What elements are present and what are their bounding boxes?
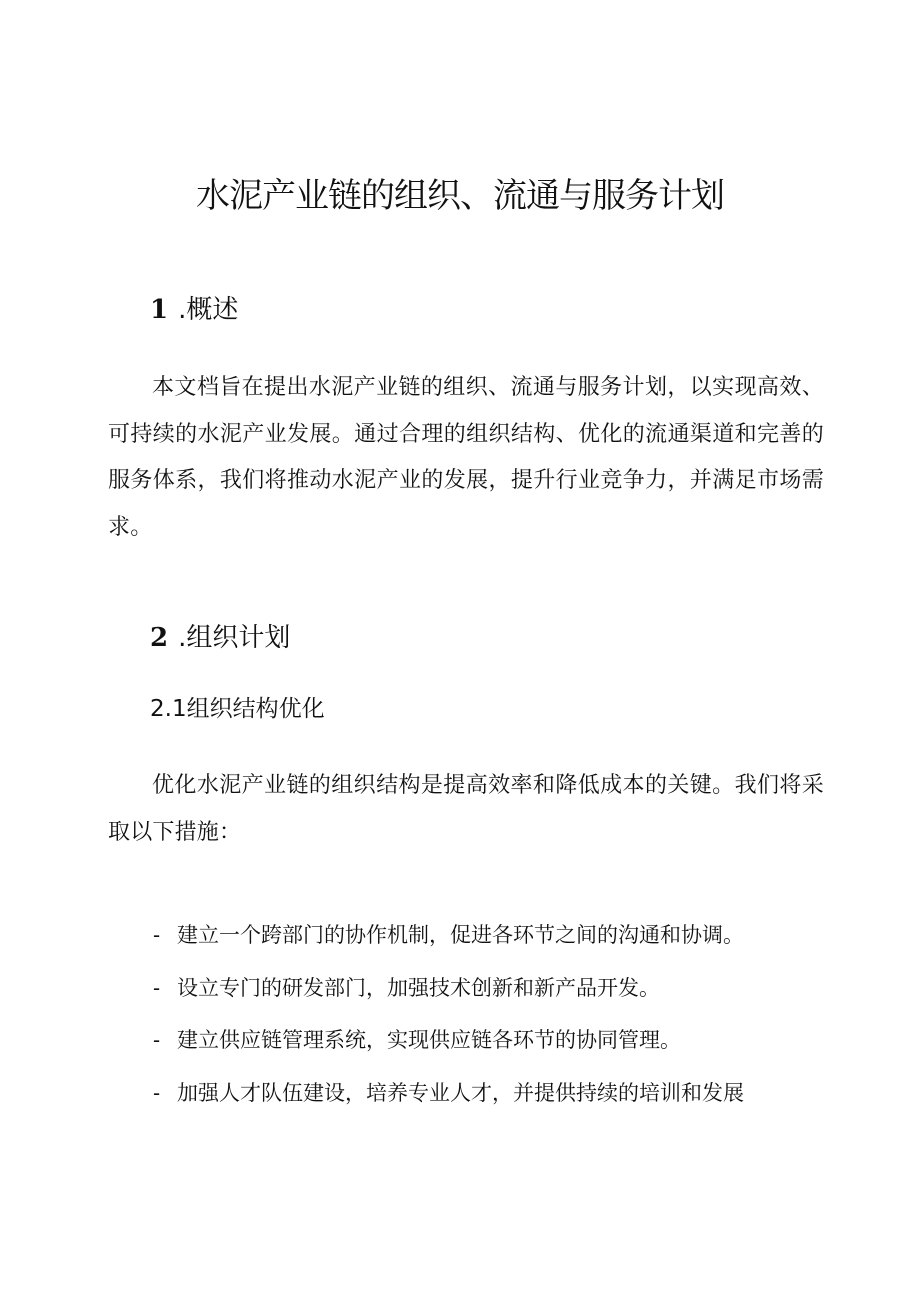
section-number: 1 — [150, 295, 169, 325]
bullet-dash: - — [153, 975, 161, 1000]
section-number: 2 — [150, 623, 169, 653]
section-heading-overview — [150, 292, 238, 328]
subsection-heading-structure-optimization: 2.1组织结构优化 — [150, 696, 325, 722]
structure-optimization-paragraph: 优化水泥产业链的组织结构是提高效率和降低成本的关键。我们将采取以下措施： — [108, 773, 824, 845]
section-heading-text: .组织计划 — [178, 623, 291, 653]
bullet-dash: - — [153, 923, 161, 947]
list-item — [153, 1067, 744, 1120]
list-item-text: 加强人才队伍建设，培养专业人才，并提供持续的培训和发展 — [177, 1080, 744, 1105]
measures-list — [153, 909, 744, 1119]
section-heading-text: .概述 — [178, 295, 239, 325]
section-heading-organization-plan — [150, 620, 290, 656]
bullet-dash: - — [153, 1028, 161, 1052]
document-title: 水泥产业链的组织、流通与服务计划 — [196, 176, 724, 216]
list-item-text: 建立一个跨部门的协作机制，促进各环节之间的沟通和协调。 — [177, 923, 744, 947]
overview-paragraph: 本文档旨在提出水泥产业链的组织、流通与服务计划，以实现高效、可持续的水泥产业发展。通过合理的组织结构、优化的流通渠道和完善的服务体系，我们将推动水泥产业的发展，提升行业竞争力，并满足市场需求。 — [108, 375, 824, 540]
bullet-dash: - — [153, 1080, 161, 1105]
list-item — [153, 909, 744, 962]
list-item-text: 设立专门的研发部门，加强技术创新和新产品开发。 — [177, 975, 660, 1000]
list-item-text: 建立供应链管理系统，实现供应链各环节的协同管理。 — [177, 1028, 681, 1052]
list-item — [153, 962, 744, 1015]
list-item — [153, 1014, 744, 1067]
